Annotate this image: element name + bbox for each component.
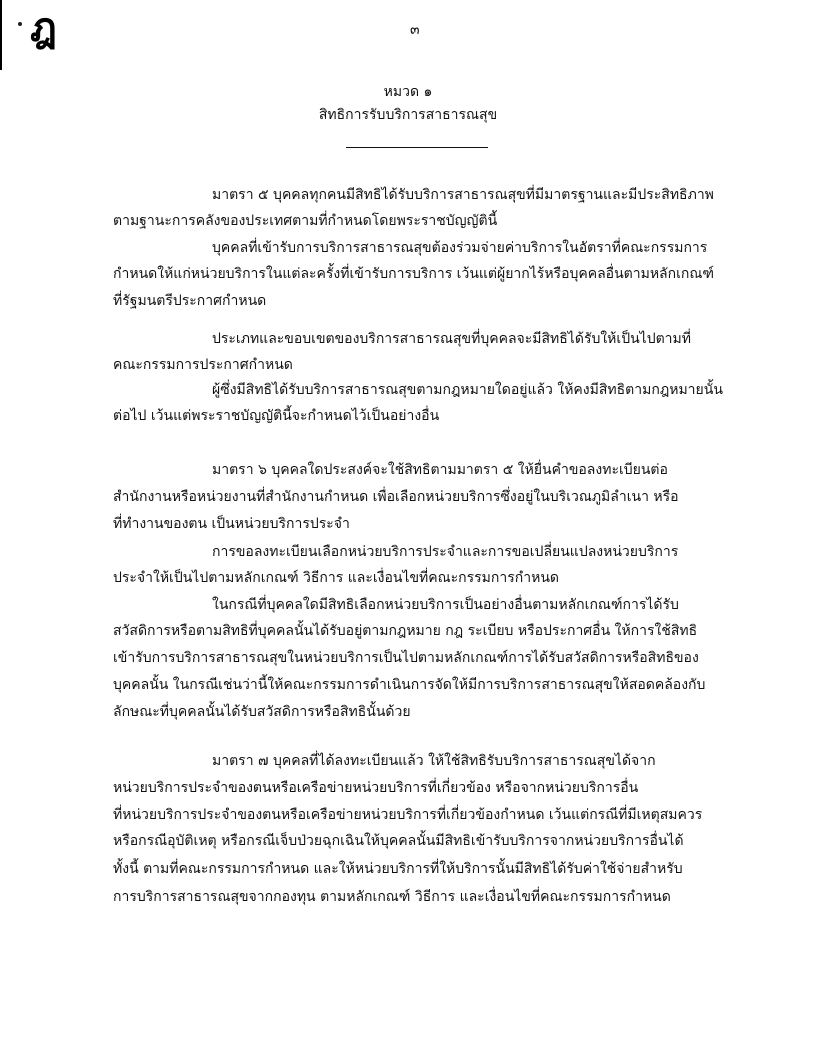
section6-line-8: เข้ารับการบริการสาธารณสุขในหน่วยบริการเป็นไปตามหลักเกณฑ์การได้รับสวัสดิการหรือสิทธิของ	[113, 650, 699, 666]
section7-line-5: ทั้งนี้ ตามที่คณะกรรมการกำหนด และให้หน่วยบริการที่ให้บริการนั้นมีสิทธิได้รับค่าใช้จ่ายสำหรับ	[113, 861, 683, 877]
section6-line-3: ที่ทำงานของตน เป็นหน่วยบริการประจำ	[113, 516, 350, 532]
chapter-title: หมวด ๑	[383, 84, 433, 100]
title-underline	[346, 147, 488, 148]
page-number: ๓	[410, 22, 420, 38]
section6-line-10: ลักษณะที่บุคคลนั้นได้รับสวัสดิการหรือสิทธินั้นด้วย	[113, 704, 411, 720]
section6-line-1: มาตรา ๖ บุคคลใดประสงค์จะใช้สิทธิตามมาตรา ๕ ให้ยื่นคำขอลงทะเบียนต่อ	[212, 462, 668, 478]
section6-line-9: บุคคลนั้น ในกรณีเช่นว่านี้ให้คณะกรรมการดำเนินการจัดให้มีการบริการสาธารณสุขให้สอดคล้องกับ	[113, 677, 706, 693]
section5-line-6: ประเภทและขอบเขตของบริการสาธารณสุขที่บุคคลจะมีสิทธิได้รับให้เป็นไปตามที่	[212, 331, 691, 347]
section5-line-8: ผู้ซึ่งมีสิทธิได้รับบริการสาธารณสุขตามกฎหมายใดอยู่แล้ว ให้คงมีสิทธิตามกฎหมายนั้น	[212, 382, 723, 398]
scan-edge-line	[0, 0, 2, 70]
section5-line-1: มาตรา ๕ บุคคลทุกคนมีสิทธิได้รับบริการสาธารณสุขที่มีมาตรฐานและมีประสิทธิภาพ	[212, 187, 714, 203]
scan-dot	[18, 22, 22, 26]
section6-line-5: ประจำให้เป็นไปตามหลักเกณฑ์ วิธีการ และเงื่อนไขที่คณะกรรมการกำหนด	[113, 570, 559, 586]
section5-line-4: กำหนดให้แก่หน่วยบริการในแต่ละครั้งที่เข้ารับการบริการ เว้นแต่ผู้ยากไร้หรือบุคคลอื่นตามหลักเกณฑ์	[113, 266, 714, 282]
section6-line-6: ในกรณีที่บุคคลใดมีสิทธิเลือกหน่วยบริการเป็นอย่างอื่นตามหลักเกณฑ์การได้รับ	[212, 597, 679, 613]
handwritten-mark: ฎ	[30, 5, 57, 51]
section5-line-7: คณะกรรมการประกาศกำหนด	[113, 357, 293, 373]
section7-line-1: มาตรา ๗ บุคคลที่ได้ลงทะเบียนแล้ว ให้ใช้สิทธิรับบริการสาธารณสุขได้จาก	[212, 753, 656, 769]
section6-line-2: สำนักงานหรือหน่วยงานที่สำนักงานกำหนด เพื่อเลือกหน่วยบริการซึ่งอยู่ในบริเวณภูมิลำเนา หรือ	[113, 489, 679, 505]
section5-line-5: ที่รัฐมนตรีประกาศกำหนด	[113, 293, 267, 309]
section5-line-3: บุคคลที่เข้ารับการบริการสาธารณสุขต้องร่วมจ่ายค่าบริการในอัตราที่คณะกรรมการ	[212, 240, 708, 256]
section7-line-2: หน่วยบริการประจำของตนหรือเครือข่ายหน่วยบริการที่เกี่ยวข้อง หรือจากหน่วยบริการอื่น	[113, 780, 639, 796]
section7-line-6: การบริการสาธารณสุขจากกองทุน ตามหลักเกณฑ์ วิธีการ และเงื่อนไขที่คณะกรรมการกำหนด	[113, 889, 671, 905]
chapter-subtitle: สิทธิการรับบริการสาธารณสุข	[318, 107, 498, 123]
section7-line-3: ที่หน่วยบริการประจำของตนหรือเครือข่ายหน่วยบริการที่เกี่ยวข้องกำหนด เว้นแต่กรณีที่มีเหตุสมควร	[113, 807, 703, 823]
section7-line-4: หรือกรณีอุบัติเหตุ หรือกรณีเจ็บป่วยฉุกเฉินให้บุคคลนั้นมีสิทธิเข้ารับบริการจากหน่วยบริการอื่นได้	[113, 833, 684, 849]
section6-line-4: การขอลงทะเบียนเลือกหน่วยบริการประจำและการขอเปลี่ยนแปลงหน่วยบริการ	[212, 544, 679, 560]
section5-line-9: ต่อไป เว้นแต่พระราชบัญญัตินี้จะกำหนดไว้เป็นอย่างอื่น	[113, 408, 440, 424]
section5-line-2: ตามฐานะการคลังของประเทศตามที่กำหนดโดยพระราชบัญญัตินี้	[113, 213, 498, 229]
section6-line-7: สวัสดิการหรือตามสิทธิที่บุคคลนั้นได้รับอยู่ตามกฎหมาย กฎ ระเบียบ หรือประกาศอื่น ให้การใช้สิทธิ	[113, 623, 698, 639]
